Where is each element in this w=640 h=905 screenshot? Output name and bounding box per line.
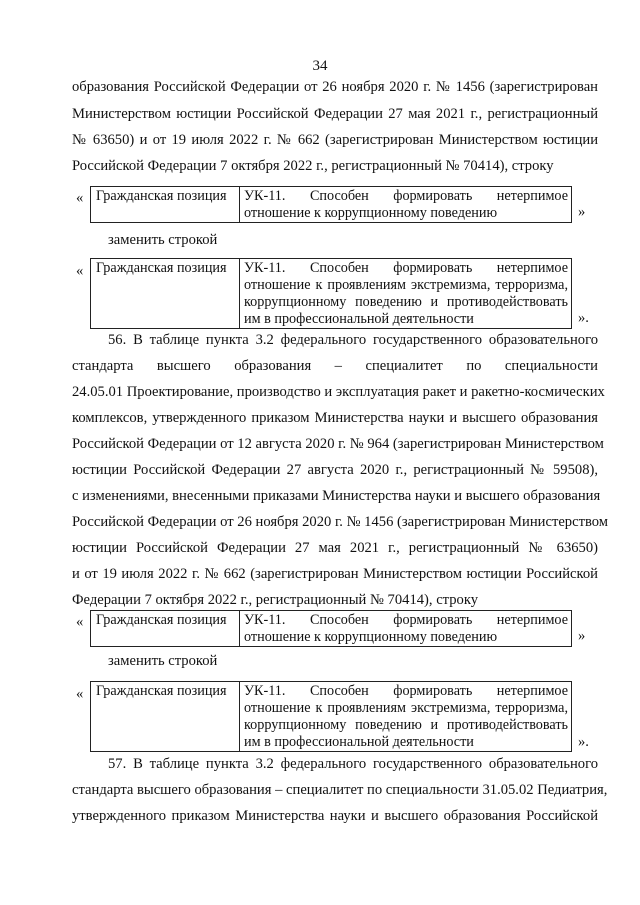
quote-open: « <box>76 614 84 630</box>
cell-line: отношение к проявлениям экстремизма, терроризма, <box>244 277 568 293</box>
table-row-new-1 <box>90 258 572 329</box>
para56-line-3: 24.05.01 Проектирование, производство и эксплуатация ракет и ракетно-космических <box>72 384 605 400</box>
cell-competency-group: Гражданская позиция <box>91 187 240 222</box>
para56-line-9: юстиции Российской Федерации 27 мая 2021 г., регистрационный № 63650) <box>72 540 598 556</box>
cell-competency-group: Гражданская позиция <box>91 682 240 751</box>
cell-line: им в профессиональной деятельности <box>244 311 474 327</box>
cell-competency-text <box>240 682 571 751</box>
page-number: 34 <box>312 58 328 74</box>
para56-line-2: стандарта высшего образования – специалитет по специальности <box>72 358 598 374</box>
table-row-old-1 <box>90 186 572 223</box>
quote-close: » <box>578 628 586 644</box>
para56-line-1: 56. В таблице пункта 3.2 федерального государственного образовательного <box>108 332 598 348</box>
para56-line-10: и от 19 июля 2022 г. № 662 (зарегистрирован Министерством юстиции Российской <box>72 566 598 582</box>
quote-close: ». <box>578 734 589 750</box>
table-row-new-2 <box>90 681 572 752</box>
intro-line-1: образования Российской Федерации от 26 ноября 2020 г. № 1456 (зарегистрирован <box>72 79 598 95</box>
quote-open: « <box>76 263 84 279</box>
intro-line-2: Министерством юстиции Российской Федерации 27 мая 2021 г., регистрационный <box>72 106 598 122</box>
replace-note-1: заменить строкой <box>108 232 218 248</box>
para56-line-6: юстиции Российской Федерации 27 августа 2020 г., регистрационный № 59508), <box>72 462 598 478</box>
para56-line-7: с изменениями, внесенными приказами Министерства науки и высшего образования <box>72 488 601 504</box>
table-row-old-2 <box>90 610 572 647</box>
cell-competency-group: Гражданская позиция <box>91 611 240 646</box>
para57-line-3: утвержденного приказом Министерства науки и высшего образования Российской <box>72 808 598 824</box>
quote-close: » <box>578 204 586 220</box>
cell-line: им в профессиональной деятельности <box>244 734 474 750</box>
cell-competency-group: Гражданская позиция <box>91 259 240 328</box>
para56-line-8: Российской Федерации от 26 ноября 2020 г. № 1456 (зарегистрирован Министерством <box>72 514 608 530</box>
para57-line-1: 57. В таблице пункта 3.2 федерального государственного образовательного <box>108 756 598 772</box>
cell-competency-text <box>240 611 571 646</box>
cell-line: коррупционному поведению и противодействовать <box>244 294 568 310</box>
quote-open: « <box>76 190 84 206</box>
para56-line-4: комплексов, утвержденного приказом Министерства науки и высшего образования <box>72 410 598 426</box>
intro-line-3: № 63650) и от 19 июля 2022 г. № 662 (зарегистрирован Министерством юстиции <box>72 132 598 148</box>
cell-competency-text <box>240 187 571 222</box>
cell-competency-text <box>240 259 571 328</box>
quote-open: « <box>76 686 84 702</box>
cell-line: УК-11. Способен формировать нетерпимое <box>244 683 568 699</box>
cell-line: отношение к коррупционному поведению <box>244 629 498 645</box>
replace-note-2: заменить строкой <box>108 653 218 669</box>
para57-line-2: стандарта высшего образования – специалитет по специальности 31.05.02 Педиатрия, <box>72 782 608 798</box>
quote-close: ». <box>578 310 589 326</box>
para56-line-11: Федерации 7 октября 2022 г., регистрационный № 70414), строку <box>72 592 479 608</box>
cell-line: отношение к коррупционному поведению <box>244 205 498 221</box>
cell-line: УК-11. Способен формировать нетерпимое <box>244 188 568 204</box>
cell-line: отношение к проявлениям экстремизма, терроризма, <box>244 700 568 716</box>
cell-line: УК-11. Способен формировать нетерпимое <box>244 612 568 628</box>
para56-line-5: Российской Федерации от 12 августа 2020 г. № 964 (зарегистрирован Министерством <box>72 436 604 452</box>
cell-line: УК-11. Способен формировать нетерпимое <box>244 260 568 276</box>
intro-line-4: Российской Федерации 7 октября 2022 г., регистрационный № 70414), строку <box>72 158 554 174</box>
cell-line: коррупционному поведению и противодействовать <box>244 717 568 733</box>
